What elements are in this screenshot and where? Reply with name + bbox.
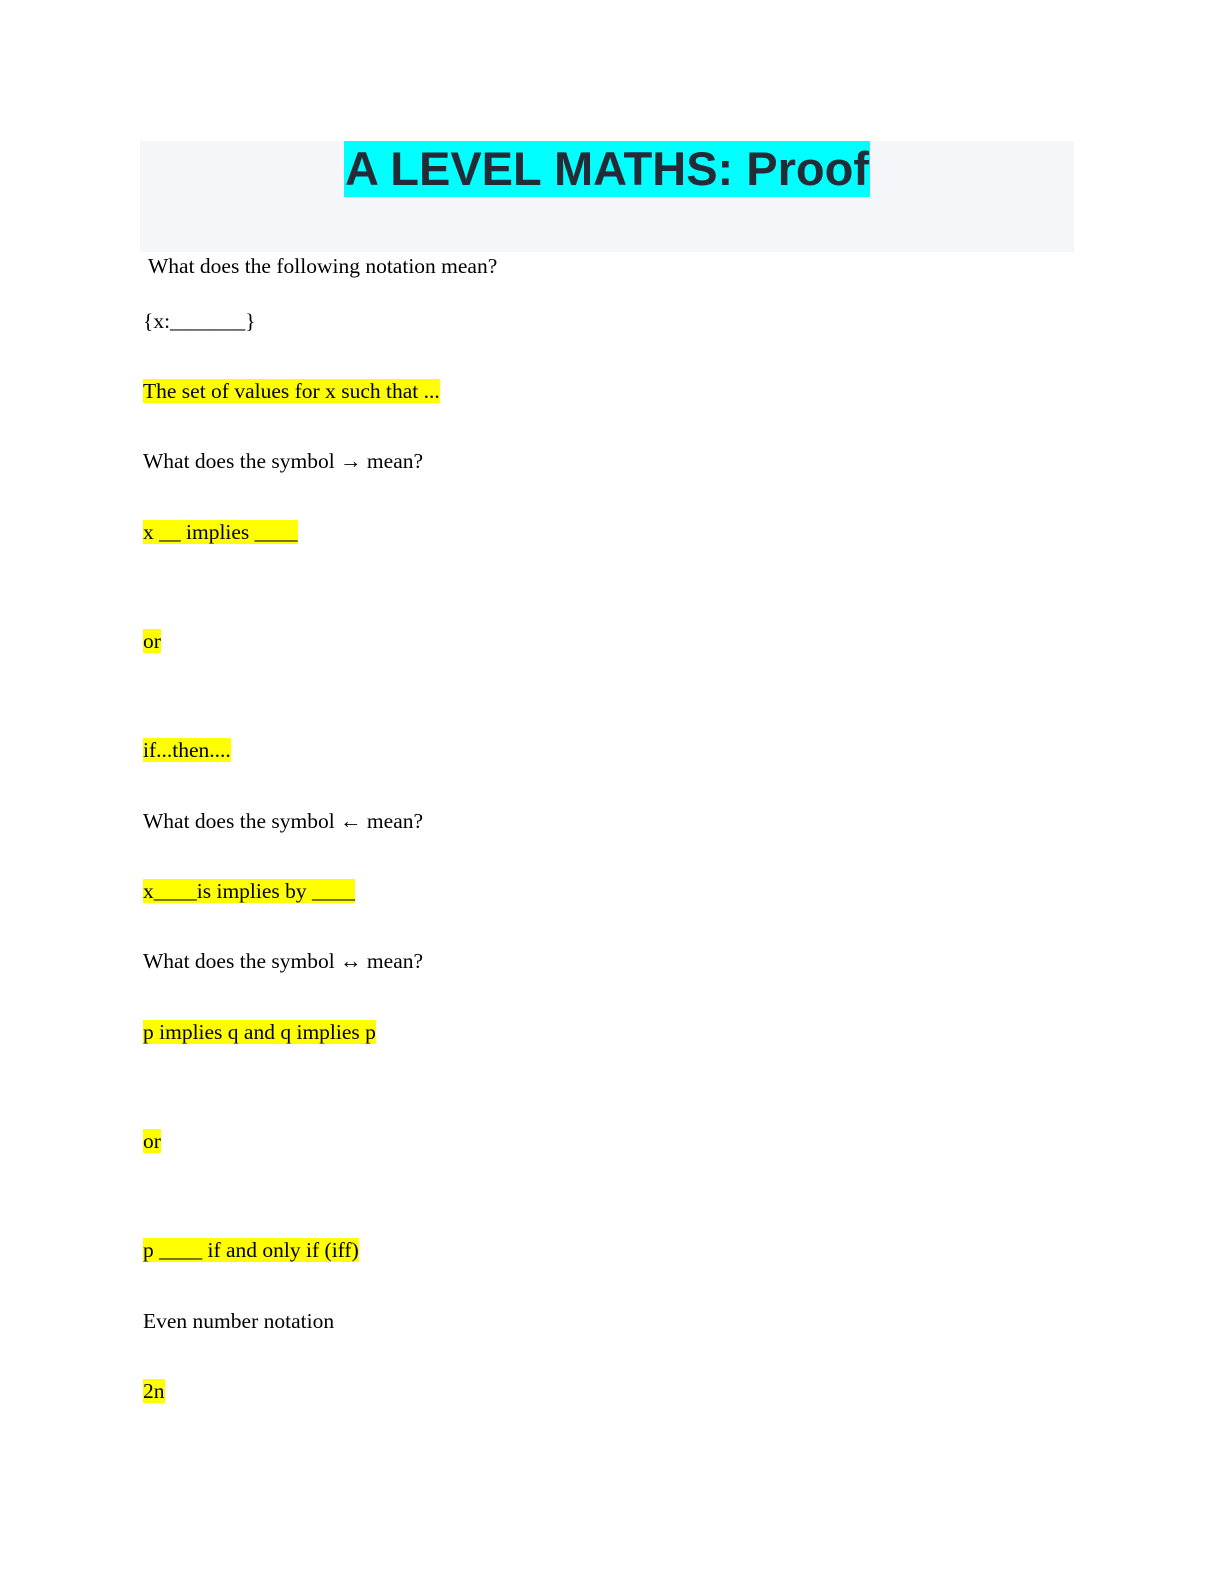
answer-highlight: or	[143, 1129, 161, 1153]
answer-highlight: x __ implies ____	[143, 520, 298, 544]
answer-2n	[143, 1378, 165, 1404]
question-double-arrow: What does the symbol ↔ mean?	[143, 949, 424, 973]
title-wrap	[140, 141, 1074, 197]
answer-implies	[143, 519, 298, 545]
answer-implied-by	[143, 878, 355, 904]
title-band	[140, 141, 1074, 252]
answer-highlight: The set of values for x such that ...	[143, 379, 440, 403]
answer-set-notation	[143, 378, 440, 404]
set-notation-example: {x:_______}	[143, 309, 256, 333]
answer-highlight: 2n	[143, 1379, 165, 1403]
answer-highlight: or	[143, 629, 161, 653]
answer-highlight: if...then....	[143, 738, 231, 762]
document-title: A LEVEL MATHS: Proof	[345, 142, 869, 195]
answer-if-then	[143, 737, 231, 763]
answer-iff	[143, 1237, 359, 1263]
answer-highlight: p ____ if and only if (iff)	[143, 1238, 359, 1262]
question-even-number: Even number notation	[143, 1309, 335, 1333]
answer-highlight: p implies q and q implies p	[143, 1020, 376, 1044]
answer-p-implies-q	[143, 1019, 376, 1045]
answer-or	[143, 628, 161, 654]
question-left-arrow: What does the symbol ← mean?	[143, 809, 424, 833]
answer-highlight: x____is implies by ____	[143, 879, 356, 903]
answer-or-2	[143, 1128, 161, 1154]
question-notation: What does the following notation mean?	[143, 254, 498, 278]
question-right-arrow: What does the symbol → mean?	[143, 449, 424, 473]
